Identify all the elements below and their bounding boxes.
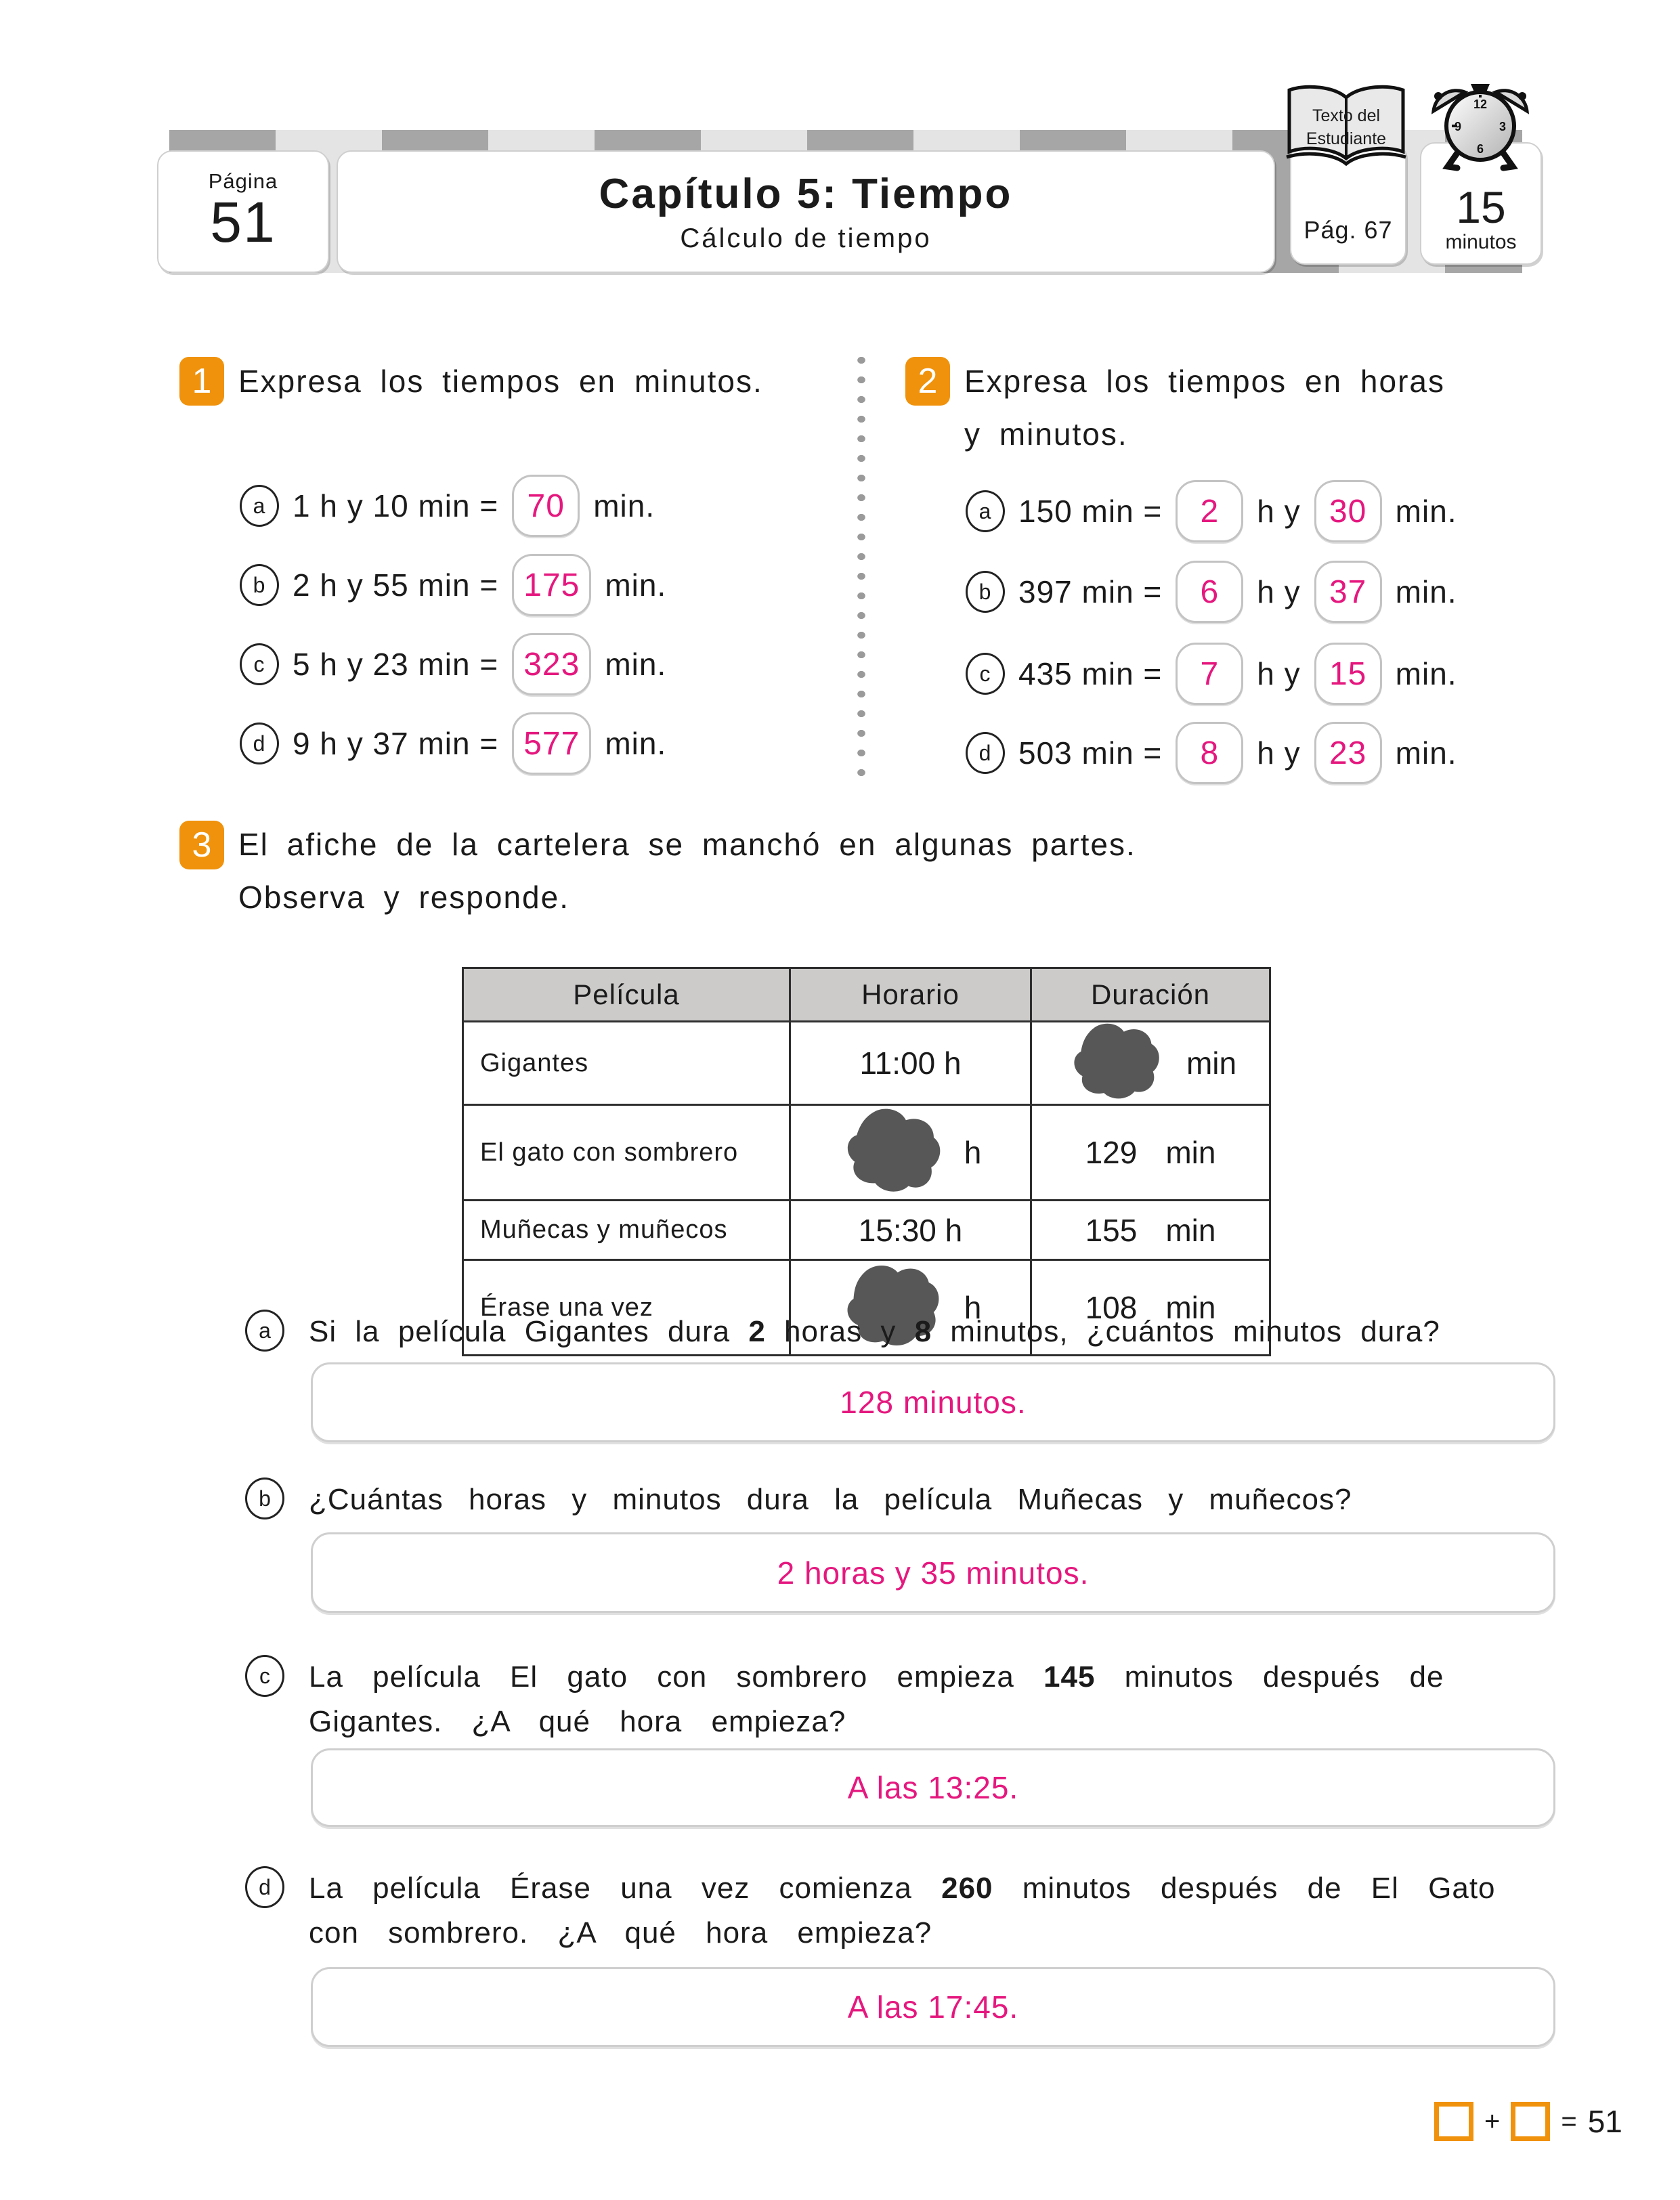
score-square-1[interactable] xyxy=(1434,2102,1473,2141)
item-letter-circle: b xyxy=(240,564,279,606)
dotted-divider xyxy=(855,353,868,787)
item-connector: h y xyxy=(1257,494,1301,529)
exercise2-instruction-line2: y minutos. xyxy=(964,416,1128,452)
svg-text:6: 6 xyxy=(1476,142,1484,156)
item-suffix: min. xyxy=(1395,494,1457,529)
item-letter-circle: b xyxy=(966,571,1005,613)
movie-schedule: 11:00 h xyxy=(790,1022,1031,1105)
col-header-horario: Horario xyxy=(790,968,1031,1022)
item-letter-circle: d xyxy=(966,732,1005,774)
item-letter-circle: d xyxy=(240,722,279,764)
student-book-label: Texto del Estudiante xyxy=(1306,106,1387,148)
item-letter-circle: a xyxy=(240,485,279,527)
ink-stain xyxy=(1064,1022,1163,1104)
answer-box-c[interactable] xyxy=(311,1748,1555,1827)
duration-value: 108 xyxy=(1085,1290,1138,1325)
exercise3-instruction-line2: Observa y responde. xyxy=(238,880,570,915)
minutes-field[interactable]: 37 xyxy=(1314,561,1382,623)
item-prompt: 150 min = xyxy=(1018,494,1163,529)
exercise3-number-badge: 3 xyxy=(179,821,224,869)
movie-name: Muñecas y muñecos xyxy=(463,1201,790,1260)
equals-sign: = xyxy=(1561,2106,1577,2136)
footer-score xyxy=(1434,2102,1622,2141)
item-suffix: min. xyxy=(593,488,655,523)
movie-schedule: 15:30 h xyxy=(790,1201,1031,1260)
page-number-box xyxy=(157,150,329,273)
minutes-field[interactable]: 30 xyxy=(1314,480,1382,542)
exercise2-item-c xyxy=(966,643,1457,705)
duration-value: 155 xyxy=(1085,1212,1138,1248)
item-prompt: 1 h y 10 min = xyxy=(293,488,499,523)
duration-unit: min xyxy=(1165,1290,1216,1325)
col-header-pelicula: Película xyxy=(463,968,790,1022)
duration-unit: min xyxy=(1165,1212,1216,1248)
answer-text: 128 minutos. xyxy=(840,1385,1027,1420)
hours-field[interactable]: 7 xyxy=(1176,643,1243,705)
minutes-field[interactable]: 23 xyxy=(1314,722,1382,784)
svg-text:9: 9 xyxy=(1454,120,1462,133)
exercise2-item-d xyxy=(966,722,1457,784)
movie-schedule-table xyxy=(462,967,1271,1356)
col-header-duracion: Duración xyxy=(1031,968,1270,1022)
exercise2-instruction-line1: Expresa los tiempos en horas xyxy=(964,364,1445,399)
exercise1-item-b xyxy=(240,554,666,616)
answer-text: 2 horas y 35 minutos. xyxy=(777,1555,1090,1591)
answer-text: A las 17:45. xyxy=(847,1989,1019,2025)
answer-box-b[interactable] xyxy=(311,1532,1555,1613)
question-b xyxy=(245,1478,1571,1522)
page-label: Página xyxy=(208,169,278,193)
item-suffix: min. xyxy=(1395,656,1457,691)
movie-name: El gato con sombrero xyxy=(463,1105,790,1201)
exercise1-instruction: Expresa los tiempos en minutos. xyxy=(238,364,763,399)
duration-unit: min xyxy=(1165,1135,1216,1170)
duration-number: 15 xyxy=(1456,182,1506,232)
exercise1-item-a xyxy=(240,475,655,537)
student-book-page: Pág. 67 xyxy=(1304,216,1393,244)
minutes-field[interactable]: 15 xyxy=(1314,643,1382,705)
item-connector: h y xyxy=(1257,574,1301,609)
question-letter-circle: c xyxy=(245,1655,284,1697)
answer-box-a[interactable] xyxy=(311,1362,1555,1442)
item-letter-circle: c xyxy=(966,653,1005,695)
table-row xyxy=(463,1105,1270,1201)
item-connector: h y xyxy=(1257,735,1301,771)
question-letter-circle: a xyxy=(245,1310,284,1352)
question-a xyxy=(245,1310,1571,1354)
svg-text:12: 12 xyxy=(1473,98,1488,111)
table-header-row xyxy=(463,968,1270,1022)
chapter-title: Capítulo 5: Tiempo xyxy=(599,170,1013,217)
exercise1-item-c xyxy=(240,633,666,695)
answer-field[interactable]: 323 xyxy=(512,633,591,695)
question-text: Si la película Gigantes dura 2 horas y 8 minutos, ¿cuántos minutos dura? xyxy=(309,1315,1440,1348)
table-row xyxy=(463,1201,1270,1260)
chapter-title-box xyxy=(337,150,1275,273)
question-text: La película Érase una vez comienza 260 minutos después de El Gato con sombrero. ¿A qué hora empieza? xyxy=(309,1872,1496,1949)
exercise1-number-badge: 1 xyxy=(179,357,224,406)
answer-text: A las 13:25. xyxy=(847,1770,1019,1805)
ink-stain xyxy=(840,1106,941,1199)
hours-field[interactable]: 8 xyxy=(1176,722,1243,784)
question-c xyxy=(245,1655,1571,1744)
item-letter-circle: c xyxy=(240,643,279,685)
item-prompt: 2 h y 55 min = xyxy=(293,567,499,603)
exercise2-item-a xyxy=(966,480,1457,542)
schedule-unit: h xyxy=(964,1135,982,1170)
duration-unit: min xyxy=(1186,1045,1237,1081)
movie-name: Érase una vez xyxy=(463,1260,790,1356)
question-text: La película El gato con sombrero empieza 145 minutos después de Gigantes. ¿A qué hora empieza? xyxy=(309,1660,1444,1738)
schedule-unit: h xyxy=(964,1290,982,1325)
chapter-subtitle: Cálculo de tiempo xyxy=(680,223,932,253)
plus-sign: + xyxy=(1484,2106,1501,2136)
exercise3-instruction-line1: El afiche de la cartelera se manchó en algunas partes. xyxy=(238,827,1136,862)
page-number: 51 xyxy=(210,190,276,254)
answer-box-d[interactable] xyxy=(311,1967,1555,2047)
item-suffix: min. xyxy=(1395,735,1457,771)
item-prompt: 9 h y 37 min = xyxy=(293,726,499,761)
answer-field[interactable]: 70 xyxy=(512,475,580,537)
item-prompt: 435 min = xyxy=(1018,656,1163,691)
item-connector: h y xyxy=(1257,656,1301,691)
exercise2-item-b xyxy=(966,561,1457,623)
item-prompt: 397 min = xyxy=(1018,574,1163,609)
item-suffix: min. xyxy=(605,647,667,682)
score-total: 51 xyxy=(1587,2104,1622,2139)
hours-field[interactable]: 6 xyxy=(1176,561,1243,623)
question-letter-circle: b xyxy=(245,1478,284,1519)
question-text: ¿Cuántas horas y minutos dura la película Muñecas y muñecos? xyxy=(309,1483,1352,1516)
item-letter-circle: a xyxy=(966,490,1005,532)
svg-text:3: 3 xyxy=(1499,120,1507,133)
answer-field[interactable]: 577 xyxy=(512,712,591,775)
score-square-2[interactable] xyxy=(1511,2102,1550,2141)
open-book-icon xyxy=(1280,81,1413,173)
question-letter-circle: d xyxy=(245,1866,284,1908)
item-prompt: 503 min = xyxy=(1018,735,1163,771)
answer-field[interactable]: 175 xyxy=(512,554,591,616)
hours-field[interactable]: 2 xyxy=(1176,480,1243,542)
exercise2-number-badge: 2 xyxy=(905,357,950,406)
item-suffix: min. xyxy=(605,726,667,761)
question-d xyxy=(245,1866,1571,1956)
item-suffix: min. xyxy=(1395,574,1457,609)
exercise1-item-d xyxy=(240,712,666,775)
duration-unit: minutos xyxy=(1445,231,1517,253)
table-row xyxy=(463,1022,1270,1105)
item-prompt: 5 h y 23 min = xyxy=(293,647,499,682)
movie-name: Gigantes xyxy=(463,1022,790,1105)
duration-value: 129 xyxy=(1085,1135,1138,1170)
alarm-clock-icon xyxy=(1422,68,1538,175)
item-suffix: min. xyxy=(605,567,667,603)
